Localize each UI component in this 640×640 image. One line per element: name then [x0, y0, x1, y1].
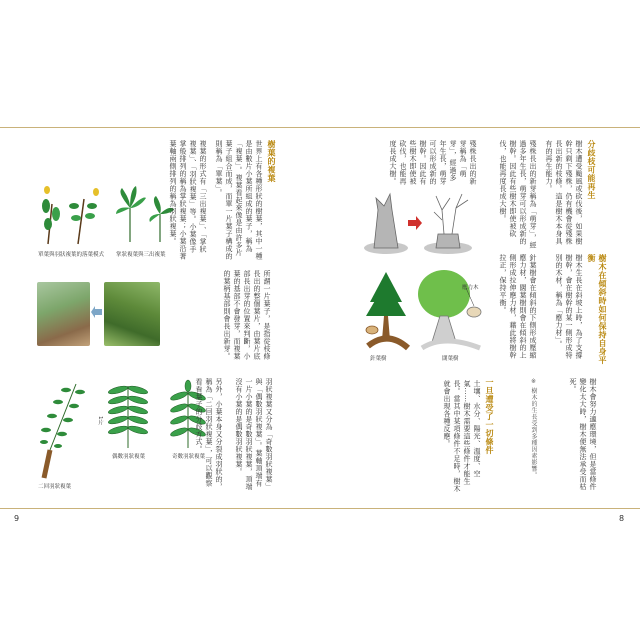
top-rule — [0, 127, 640, 128]
right-body-tension-2: 針葉樹會在傾斜的下側形成壓縮應力材，闊葉樹則會在傾斜的上側形成拉伸應力材，藉此將樹幹拉正，保持平衡。 — [499, 254, 537, 359]
left-page-heading: 樹葉的複葉 — [267, 140, 276, 183]
page-number-left: 9 — [14, 514, 20, 523]
page-number-right: 8 — [619, 514, 625, 523]
caption-simple-compound: 單葉與羽狀複葉的落葉模式 — [38, 252, 105, 258]
right-body-regrowth-1: 樹木遭受颱風或砍伐後，如果樹幹只剩下殘株，仍有機會從殘株長出新的枝條。這是樹木本身具有的再生能力。 — [545, 140, 583, 245]
simple-compound-leaf-illustration — [38, 184, 108, 246]
caption-broadleaf: 闊葉樹 — [442, 356, 459, 362]
right-body-conditions-1: 土壤、水分、陽光、溫度、空氣……樹木需要這些條件才能生長。當其中某項條件不足時，樹木就會出現各種反應。 — [443, 380, 481, 493]
right-heading-conditions: 一旦遭受了一切條件 — [485, 378, 494, 455]
right-side-note: ※ 樹木的生長受到多種因素影響。 — [530, 378, 537, 479]
right-heading-tension: 樹木在傾斜時如何保持自身平衡 — [587, 254, 607, 365]
leaf-photo-right — [104, 282, 160, 346]
left-body-col-3: 所謂一片葉子，是指從枝條長出的整個葉片，由葉片底部長出芽的位置來判斷，小葉的基部不會發芽，而複葉的葉柄基部則會長出新芽。 — [223, 270, 271, 360]
right-body-regrowth-2: 殘株長出的新芽稱為「萌芽」，經過多年生長，萌芽可以形成新的樹幹。因此有些樹木即使被砍伐，也能再度長成大樹。 — [499, 140, 537, 249]
right-heading-regrowth: 分歧枝可能再生 — [587, 140, 596, 200]
even-pinnate-leaf-illustration — [106, 382, 150, 448]
caption-conifer: 針葉樹 — [370, 356, 387, 362]
caption-bipinnate: 二回羽狀複葉 — [38, 484, 72, 490]
caption-one-leaf: 1片 — [97, 416, 103, 425]
left-body-col-2: 複葉的形式有「三出複葉」、「掌狀複葉」、「羽狀複葉」等。小葉像手掌般排列的稱為掌狀複葉；小葉沿著葉軸兩側排列的稱為羽狀複葉。 — [169, 140, 207, 260]
right-body-regrowth-3: 殘株長出的新芽稱為「萌芽」，經過多年生長，萌芽可以形成新的樹幹。因此有些樹木即使被砍伐，也能再度長成大樹。 — [389, 140, 477, 185]
right-body-tension-1: 樹木生長在斜坡上時，為了支撐樹幹，會在樹幹的某一側形成特別的木材，稱為「應力材」。 — [555, 254, 583, 359]
leaf-photo-left — [37, 282, 90, 346]
caption-tension-wood: 應力木 — [462, 285, 479, 291]
bottom-rule — [0, 508, 640, 509]
left-body-col-4: 羽狀複葉又分為「奇數羽狀複葉」與「偶數羽狀複葉」。葉軸頂端有一片小葉的是奇數羽狀複葉，頂端沒有小葉的是偶數羽狀複葉。 — [235, 378, 273, 491]
tension-wood-illustration — [362, 268, 488, 352]
right-body-conditions-2: 樹木會努力適應環境，但是當條件變化太大時，樹木便無法承受而枯死。 — [569, 378, 597, 491]
left-body-col-5: 另外，小葉本身又分裂成羽狀的，稱為「二回羽狀複葉」，可以觀察看看葉子的分歧方式。 — [195, 378, 223, 491]
bipinnate-leaf-illustration — [36, 380, 98, 480]
left-body-col-1: 世界上有各種形狀的樹葉，其中一種是由數片小葉所組成的葉子，稱為「複葉」。複葉看起來像是由許多片葉子組合而成，而單一片葉子構成的則稱為「單葉」。 — [215, 140, 263, 260]
palmate-trifoliate-illustration — [116, 186, 176, 244]
caption-even-pinnate: 偶數羽狀複葉 — [112, 454, 146, 460]
caption-odd-pinnate: 奇數羽狀複葉 — [172, 454, 206, 460]
arrow-icon — [91, 306, 103, 318]
stump-regrowth-illustration — [364, 190, 474, 256]
caption-palmate-trifoliate: 掌狀複葉與三出複葉 — [116, 252, 166, 258]
